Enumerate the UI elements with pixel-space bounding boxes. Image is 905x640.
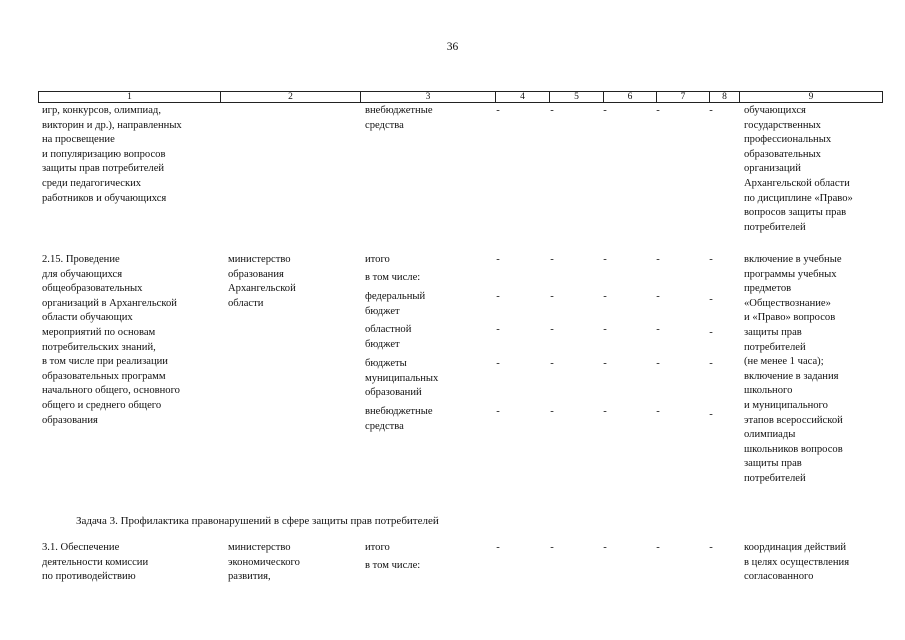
value-cell: - <box>496 254 500 265</box>
responsible-executor: министерство экономического развития, <box>228 542 300 583</box>
value-cell: - <box>496 358 500 369</box>
funding-source: бюджеты муниципальных <box>365 358 439 384</box>
responsible-executor: министерство образования Архангельской области <box>228 254 296 309</box>
value-cell: - <box>550 324 554 335</box>
value-cell: - <box>603 324 607 335</box>
table-header <box>38 91 883 103</box>
column-header-3: 3 <box>361 92 496 102</box>
expected-result: включение в учебные программы учебных предметов «Обществознание» и «Право» вопросов защиты прав потребителей (не менее 1 часа); включение в задания школьного и муниципального этапов всероссийской олимпиады школьников вопросов защиты прав потребителей <box>744 254 843 484</box>
measure-name: игр, конкурсов, олимпиад, викторин и др.), направленных на просвещение и популяризацию вопросов защиты прав потребителей среди педагогических работников и обучающихся <box>42 105 182 204</box>
funding-source: в том числе: <box>365 272 421 283</box>
value-cell: - <box>709 105 713 116</box>
value-cell: - <box>709 254 713 265</box>
value-cell: - <box>709 327 713 338</box>
column-header-5: 5 <box>550 92 604 102</box>
funding-source: внебюджетные средства <box>365 105 433 131</box>
value-cell: - <box>496 105 500 116</box>
value-cell: - <box>709 358 713 369</box>
value-cell: - <box>550 254 554 265</box>
value-cell: - <box>603 358 607 369</box>
column-header-8: 8 <box>710 92 740 102</box>
value-cell: - <box>709 409 713 420</box>
value-cell: - <box>496 542 500 553</box>
value-cell: - <box>656 358 660 369</box>
column-header-9: 9 <box>808 92 814 102</box>
value-cell: - <box>709 294 713 305</box>
column-header-6: 6 <box>604 92 657 102</box>
value-cell: - <box>709 542 713 553</box>
value-cell: - <box>550 291 554 302</box>
column-header-2: 2 <box>221 92 361 102</box>
expected-result: обучающихся государственных профессиональных образовательных организаций Архангельской области по дисциплине «Право» вопросов защиты прав потребителей <box>744 105 853 233</box>
value-cell: - <box>656 324 660 335</box>
value-cell: - <box>603 254 607 265</box>
funding-source: итого <box>365 254 390 265</box>
funding-source: в том числе: <box>365 560 421 571</box>
task-heading: Задача 3. Профилактика правонарушений в сфере защиты прав потребителей <box>76 515 439 527</box>
funding-source: образований <box>365 387 422 398</box>
value-cell: - <box>656 406 660 417</box>
measure-name: 3.1. Обеспечение деятельности комиссии по противодействию <box>42 542 149 583</box>
value-cell: - <box>603 542 607 553</box>
value-cell: - <box>603 105 607 116</box>
value-cell: - <box>656 254 660 265</box>
column-header-7: 7 <box>657 92 710 102</box>
funding-source: областной бюджет <box>365 324 412 350</box>
page-number: 36 <box>446 41 459 53</box>
value-cell: - <box>656 105 660 116</box>
value-cell: - <box>496 406 500 417</box>
funding-source: федеральный бюджет <box>365 291 426 317</box>
expected-result: координация действий в целях осуществления согласованного <box>744 542 850 583</box>
value-cell: - <box>550 406 554 417</box>
value-cell: - <box>550 542 554 553</box>
funding-source: внебюджетные средства <box>365 406 433 432</box>
funding-source: итого <box>365 542 390 553</box>
column-header-4: 4 <box>496 92 550 102</box>
value-cell: - <box>603 406 607 417</box>
measure-name: 2.15. Проведение для обучающихся общеобразовательных организаций в Архангельской области обучающих мероприятий по основам потребительских знаний, в том числе при реализации образовательных программ начального общего, основного общего и среднего общего образования <box>42 254 180 426</box>
column-header-1: 1 <box>39 92 221 102</box>
value-cell: - <box>656 291 660 302</box>
value-cell: - <box>656 542 660 553</box>
value-cell: - <box>496 324 500 335</box>
value-cell: - <box>496 291 500 302</box>
value-cell: - <box>603 291 607 302</box>
value-cell: - <box>550 358 554 369</box>
value-cell: - <box>550 105 554 116</box>
